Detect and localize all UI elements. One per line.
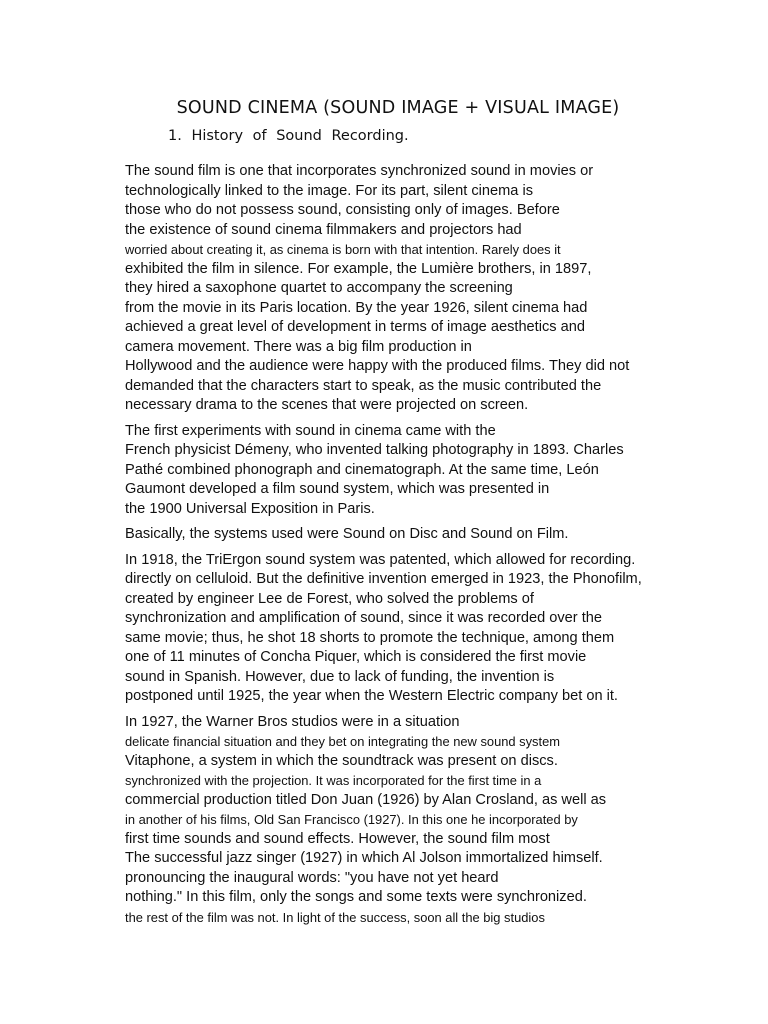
text-line: Vitaphone, a system in which the soundtrack was present on discs. — [125, 752, 558, 769]
text-line: delicate financial situation and they bet on integrating the new sound system — [125, 734, 560, 749]
text-line: the rest of the film was not. In light of the success, soon all the big studios — [125, 909, 545, 925]
text-line: Gaumont developed a film sound system, which was presented in — [125, 481, 550, 497]
paragraph — [125, 525, 705, 545]
text-line: synchronization and amplification of sound, since it was recorded over the — [125, 610, 602, 626]
text-line: the existence of sound cinema filmmakers and projectors had — [125, 221, 522, 238]
text-line: In 1918, the TriErgon sound system was patented, which allowed for recording. — [125, 551, 636, 568]
text-line: French physicist Démeny, who invented talking photography in 1893. Charles — [125, 442, 624, 458]
text-line: the 1900 Universal Exposition in Paris. — [125, 500, 375, 517]
text-line: The sound film is one that incorporates synchronized sound in movies or — [125, 163, 594, 179]
text-line: first time sounds and sound effects. However, the sound film most — [125, 830, 550, 847]
text-line: Hollywood and the audience were happy with the produced films. They did not — [125, 358, 630, 374]
paragraph — [125, 162, 705, 416]
text-line: achieved a great level of development in terms of image aesthetics and — [125, 319, 585, 335]
section-heading: 1. History of Sound Recording. — [168, 128, 409, 144]
text-line: synchronized with the projection. It was incorporated for the first time in a — [125, 773, 542, 788]
paragraph — [125, 422, 705, 520]
text-line: they hired a saxophone quartet to accompany the screening — [125, 280, 513, 296]
text-line: Pathé combined phonograph and cinematograph. At the same time, León — [125, 461, 599, 478]
text-line: Basically, the systems used were Sound on Disc and Sound on Film. — [125, 526, 569, 542]
text-line: demanded that the characters start to speak, as the music contributed the — [125, 377, 602, 394]
text-line: exhibited the film in silence. For example, the Lumière brothers, in 1897, — [125, 260, 592, 277]
text-line: The first experiments with sound in cinema came with the — [125, 422, 496, 439]
text-line: camera movement. There was a big film production in — [125, 338, 472, 355]
text-line: worried about creating it, as cinema is born with that intention. Rarely does it — [125, 242, 561, 257]
text-line: directly on celluloid. But the definitive invention emerged in 1923, the Phonofilm, — [125, 571, 642, 587]
text-line: in another of his films, Old San Francisco (1927). In this one he incorporated by — [125, 812, 578, 827]
paragraph — [125, 713, 705, 928]
text-line: The successful jazz singer (1927) in which Al Jolson immortalized himself. — [125, 850, 603, 866]
text-line: postponed until 1925, the year when the Western Electric company bet on it. — [125, 688, 618, 704]
text-line: nothing." In this film, only the songs and some texts were synchronized. — [125, 889, 587, 905]
text-line: necessary drama to the scenes that were projected on screen. — [125, 397, 529, 413]
text-line: pronouncing the inaugural words: "you have not yet heard — [125, 869, 499, 886]
text-line: those who do not possess sound, consisting only of images. Before — [125, 202, 560, 218]
text-line: technologically linked to the image. For its part, silent cinema is — [125, 182, 534, 199]
text-line: same movie; thus, he shot 18 shorts to promote the technique, among them — [125, 629, 615, 646]
text-line: In 1927, the Warner Bros studios were in a situation — [125, 713, 460, 730]
document-title: SOUND CINEMA (SOUND IMAGE + VISUAL IMAGE) — [176, 98, 620, 118]
text-line: sound in Spanish. However, due to lack of funding, the invention is — [125, 668, 555, 685]
text-line: from the movie in its Paris location. By the year 1926, silent cinema had — [125, 299, 588, 316]
paragraph — [125, 551, 705, 707]
text-line: commercial production titled Don Juan (1926) by Alan Crosland, as well as — [125, 791, 607, 808]
document-body — [125, 162, 705, 933]
text-line: created by engineer Lee de Forest, who solved the problems of — [125, 590, 534, 607]
text-line: one of 11 minutes of Concha Piquer, which is considered the first movie — [125, 649, 587, 665]
